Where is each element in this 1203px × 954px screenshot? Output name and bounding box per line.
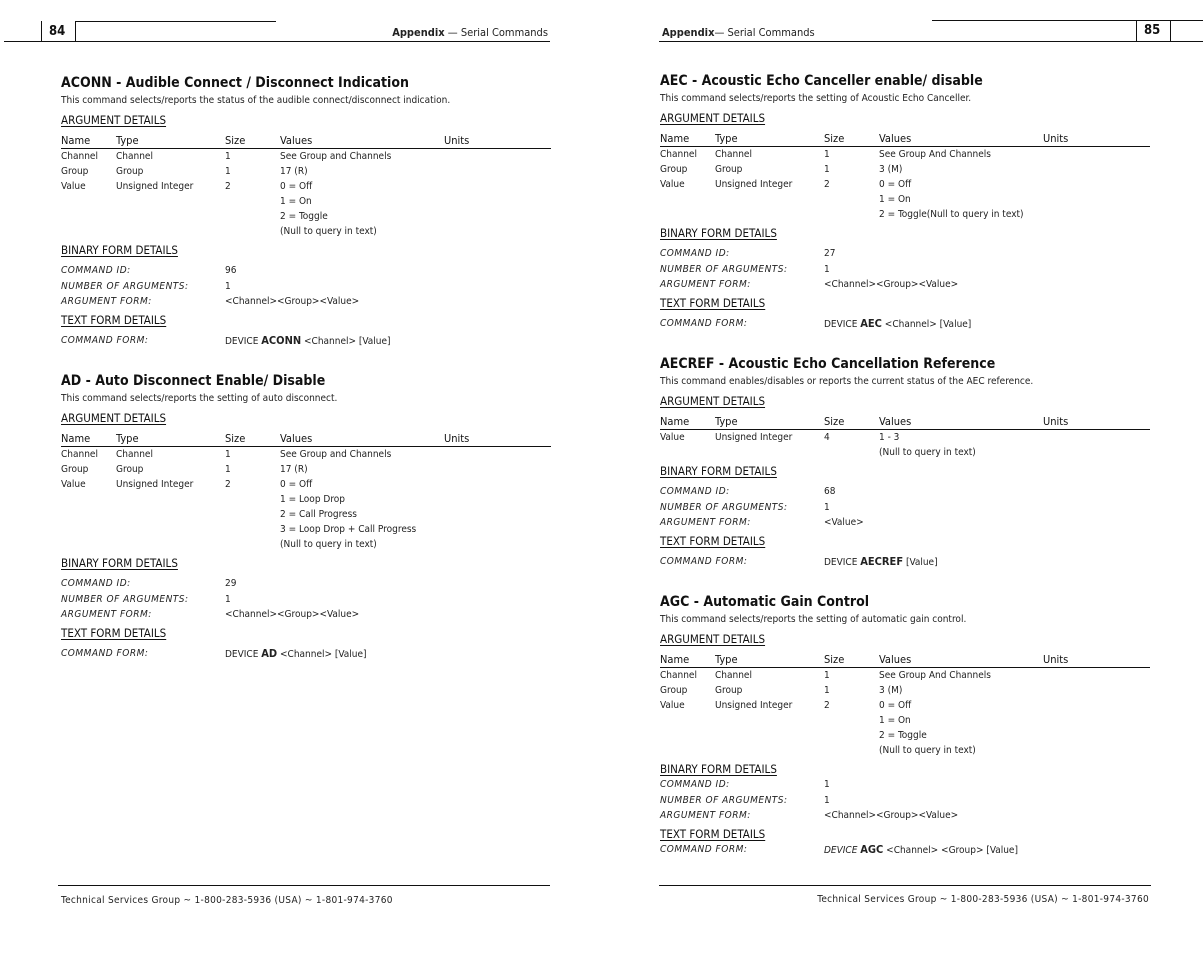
column-header-type: Type bbox=[116, 432, 139, 445]
section-title: AEC - Acoustic Echo Canceller enable/ disable bbox=[660, 73, 983, 89]
command-form-value bbox=[225, 646, 367, 662]
argument-table bbox=[61, 431, 551, 552]
binary-form-heading: BINARY FORM DETAILS bbox=[61, 243, 178, 257]
column-header-name: Name bbox=[61, 134, 91, 147]
table-cell: 0 = Off bbox=[280, 479, 313, 490]
table-cell: Unsigned Integer bbox=[715, 179, 793, 190]
table-cell: Group bbox=[61, 166, 89, 177]
right-header-rest: — Serial Commands bbox=[714, 26, 815, 39]
num-args-label: NUMBER OF ARGUMENTS: bbox=[660, 263, 788, 275]
table-cell: 1 = On bbox=[879, 194, 911, 205]
command-suffix: <Channel> [Value] bbox=[881, 318, 972, 330]
argument-table bbox=[660, 652, 1150, 758]
table-cell: 3 (M) bbox=[879, 164, 903, 175]
table-cell: Channel bbox=[660, 149, 697, 160]
command-id-value: 68 bbox=[824, 486, 836, 497]
section-description: This command selects/reports the setting of Acoustic Echo Canceller. bbox=[660, 93, 972, 104]
table-cell: Channel bbox=[61, 151, 98, 162]
table-cell: Unsigned Integer bbox=[715, 700, 793, 711]
command-id-row bbox=[660, 484, 1150, 500]
table-cell: Group bbox=[660, 685, 688, 696]
argument-details-heading: ARGUMENT DETAILS bbox=[660, 394, 766, 408]
command-prefix: DEVICE bbox=[824, 318, 861, 330]
table-cell: 1 bbox=[824, 164, 830, 175]
right-header-bold: Appendix bbox=[662, 26, 715, 39]
section-agc bbox=[660, 593, 1150, 857]
column-header-size: Size bbox=[225, 432, 246, 445]
table-row bbox=[61, 179, 551, 194]
num-args-row bbox=[61, 279, 551, 295]
table-cell: Value bbox=[61, 479, 86, 490]
command-name: AGC bbox=[860, 842, 884, 856]
column-header-units: Units bbox=[1043, 132, 1069, 145]
table-cell: 1 = Loop Drop bbox=[280, 494, 346, 505]
table-cell: Channel bbox=[660, 670, 697, 681]
command-name: AECREF bbox=[860, 554, 904, 568]
table-cell: 3 (M) bbox=[879, 685, 903, 696]
binary-form-details bbox=[660, 484, 1150, 531]
arg-form-row bbox=[61, 294, 551, 310]
command-suffix: <Channel> <Group> [Value] bbox=[883, 844, 1018, 856]
table-header bbox=[660, 131, 1150, 147]
section-title: ACONN - Audible Connect / Disconnect Indication bbox=[61, 75, 409, 91]
binary-form-heading: BINARY FORM DETAILS bbox=[660, 226, 777, 240]
table-cell: 2 = Call Progress bbox=[280, 509, 357, 520]
table-cell: 17 (R) bbox=[280, 464, 308, 475]
table-header bbox=[61, 133, 551, 149]
column-header-values: Values bbox=[879, 132, 912, 145]
table-cell: 17 (R) bbox=[280, 166, 308, 177]
arg-form-row bbox=[660, 515, 1150, 531]
binary-form-heading: BINARY FORM DETAILS bbox=[660, 762, 777, 776]
column-header-name: Name bbox=[61, 432, 91, 445]
table-cell: (Null to query in text) bbox=[879, 447, 976, 458]
table-cell: Group bbox=[116, 166, 144, 177]
command-form-row bbox=[61, 333, 551, 349]
table-cell: Channel bbox=[61, 449, 98, 460]
table-row bbox=[660, 743, 1150, 758]
left-header-bold: Appendix bbox=[392, 26, 445, 39]
command-suffix: [Value] bbox=[903, 556, 938, 568]
table-row bbox=[61, 477, 551, 492]
section-ad bbox=[61, 372, 551, 661]
table-cell: 1 bbox=[225, 449, 231, 460]
table-row bbox=[61, 149, 551, 164]
table-row bbox=[660, 430, 1150, 445]
table-cell: 2 bbox=[225, 181, 231, 192]
section-description: This command enables/disables or reports the current status of the AEC reference. bbox=[660, 376, 1034, 387]
section-description: This command selects/reports the setting of auto disconnect. bbox=[61, 393, 338, 404]
left-header-top-rule bbox=[75, 21, 276, 22]
text-form-heading: TEXT FORM DETAILS bbox=[61, 312, 167, 327]
column-header-units: Units bbox=[1043, 415, 1069, 428]
column-header-size: Size bbox=[225, 134, 246, 147]
section-description: This command selects/reports the setting of automatic gain control. bbox=[660, 614, 967, 625]
table-row bbox=[660, 177, 1150, 192]
table-cell: Group bbox=[715, 685, 743, 696]
table-cell: Channel bbox=[715, 670, 752, 681]
command-prefix: DEVICE bbox=[225, 648, 262, 660]
num-args-value: 1 bbox=[824, 501, 830, 513]
command-id-label: COMMAND ID: bbox=[660, 486, 730, 497]
column-header-size: Size bbox=[824, 132, 845, 145]
command-form-value bbox=[824, 316, 971, 332]
num-args-value: 1 bbox=[824, 263, 830, 275]
right-header-top-rule bbox=[932, 20, 1203, 21]
table-row bbox=[61, 462, 551, 477]
table-cell: Channel bbox=[116, 449, 153, 460]
right-footer: Technical Services Group ~ 1-800-283-5936 (USA) ~ 1-801-974-3760 bbox=[817, 894, 1149, 905]
num-args-label: NUMBER OF ARGUMENTS: bbox=[660, 794, 788, 806]
command-id-value: 27 bbox=[824, 248, 836, 259]
command-id-label: COMMAND ID: bbox=[61, 265, 131, 276]
column-header-type: Type bbox=[715, 653, 738, 666]
num-args-value: 1 bbox=[225, 280, 231, 292]
binary-form-details bbox=[61, 576, 551, 623]
binary-form-details bbox=[660, 777, 1150, 824]
command-id-row bbox=[660, 246, 1150, 262]
left-header-rule bbox=[4, 41, 550, 42]
column-header-size: Size bbox=[824, 415, 845, 428]
column-header-size: Size bbox=[824, 653, 845, 666]
command-form-value bbox=[225, 333, 391, 349]
arg-form-row bbox=[660, 277, 1150, 293]
section-description: This command selects/reports the status of the audible connect/disconnect indication. bbox=[61, 95, 451, 106]
right-running-header bbox=[662, 26, 815, 39]
table-row bbox=[61, 209, 551, 224]
argument-details-heading: ARGUMENT DETAILS bbox=[660, 111, 766, 125]
table-cell: Group bbox=[116, 464, 144, 475]
command-form-label: COMMAND FORM: bbox=[61, 334, 149, 346]
section-title: AGC - Automatic Gain Control bbox=[660, 594, 870, 610]
command-id-label: COMMAND ID: bbox=[660, 779, 730, 790]
column-header-units: Units bbox=[444, 432, 470, 445]
arg-form-row bbox=[61, 607, 551, 623]
table-cell: 2 bbox=[225, 479, 231, 490]
argument-table bbox=[61, 133, 551, 239]
command-form-row bbox=[61, 646, 551, 662]
left-pagenum-box-right bbox=[75, 21, 76, 41]
table-cell: Unsigned Integer bbox=[116, 181, 194, 192]
column-header-values: Values bbox=[280, 134, 313, 147]
table-row bbox=[660, 192, 1150, 207]
section-aec bbox=[660, 72, 1150, 331]
table-row bbox=[61, 224, 551, 239]
table-row bbox=[61, 492, 551, 507]
table-cell: Value bbox=[660, 700, 685, 711]
num-args-row bbox=[660, 262, 1150, 278]
table-row bbox=[61, 537, 551, 552]
binary-form-details bbox=[660, 246, 1150, 293]
num-args-label: NUMBER OF ARGUMENTS: bbox=[61, 280, 189, 292]
column-header-values: Values bbox=[879, 653, 912, 666]
table-cell: See Group And Channels bbox=[879, 149, 991, 160]
table-cell: 1 = On bbox=[879, 715, 911, 726]
column-header-type: Type bbox=[715, 132, 738, 145]
command-form-label: COMMAND FORM: bbox=[61, 647, 149, 659]
command-id-value: 96 bbox=[225, 265, 237, 276]
table-cell: 0 = Off bbox=[280, 181, 313, 192]
left-running-header bbox=[392, 26, 548, 39]
arg-form-value: <Value> bbox=[824, 517, 864, 528]
text-form-heading: TEXT FORM DETAILS bbox=[660, 295, 766, 310]
command-id-row bbox=[61, 263, 551, 279]
table-cell: (Null to query in text) bbox=[879, 745, 976, 756]
section-aecref bbox=[660, 355, 1150, 569]
table-cell: 1 = On bbox=[280, 196, 312, 207]
table-cell: Channel bbox=[715, 149, 752, 160]
right-footer-rule bbox=[659, 885, 1151, 886]
table-cell: Value bbox=[660, 432, 685, 443]
table-cell: See Group and Channels bbox=[280, 449, 392, 460]
table-cell: Value bbox=[61, 181, 86, 192]
table-header bbox=[660, 414, 1150, 430]
table-cell: 2 = Toggle bbox=[879, 730, 927, 741]
num-args-row bbox=[660, 500, 1150, 516]
binary-form-heading: BINARY FORM DETAILS bbox=[660, 464, 777, 478]
command-prefix: DEVICE bbox=[225, 335, 262, 347]
command-prefix: DEVICE bbox=[824, 844, 861, 856]
table-cell: 2 = Toggle(Null to query in text) bbox=[879, 209, 1024, 220]
binary-form-heading: BINARY FORM DETAILS bbox=[61, 556, 178, 570]
argument-table bbox=[660, 131, 1150, 222]
table-cell: 1 bbox=[824, 670, 830, 681]
table-cell: (Null to query in text) bbox=[280, 226, 377, 237]
column-header-type: Type bbox=[116, 134, 139, 147]
argument-table bbox=[660, 414, 1150, 460]
table-cell: 2 = Toggle bbox=[280, 211, 328, 222]
arg-form-row bbox=[660, 808, 1150, 824]
table-row bbox=[660, 698, 1150, 713]
command-form-row bbox=[660, 554, 1150, 570]
arg-form-value: <Channel><Group><Value> bbox=[824, 279, 959, 290]
table-header bbox=[61, 431, 551, 447]
table-row bbox=[61, 507, 551, 522]
table-row bbox=[660, 207, 1150, 222]
num-args-row bbox=[61, 592, 551, 608]
text-form-heading: TEXT FORM DETAILS bbox=[660, 826, 766, 841]
column-header-name: Name bbox=[660, 132, 690, 145]
column-header-name: Name bbox=[660, 415, 690, 428]
command-name: AD bbox=[261, 646, 278, 660]
table-cell: Group bbox=[660, 164, 688, 175]
table-cell: (Null to query in text) bbox=[280, 539, 377, 550]
table-header bbox=[660, 652, 1150, 668]
command-id-label: COMMAND ID: bbox=[660, 248, 730, 259]
text-form-heading: TEXT FORM DETAILS bbox=[61, 625, 167, 640]
table-cell: 1 bbox=[225, 166, 231, 177]
num-args-label: NUMBER OF ARGUMENTS: bbox=[660, 501, 788, 513]
column-header-type: Type bbox=[715, 415, 738, 428]
command-form-row bbox=[660, 842, 1150, 858]
table-row bbox=[61, 447, 551, 462]
column-header-units: Units bbox=[444, 134, 470, 147]
arg-form-label: ARGUMENT FORM: bbox=[660, 517, 751, 528]
table-cell: 1 bbox=[225, 151, 231, 162]
num-args-label: NUMBER OF ARGUMENTS: bbox=[61, 593, 189, 605]
right-pagenum-box-left bbox=[1136, 20, 1137, 41]
command-form-label: COMMAND FORM: bbox=[660, 843, 748, 855]
command-id-row bbox=[61, 576, 551, 592]
command-name: AEC bbox=[860, 316, 882, 330]
command-id-label: COMMAND ID: bbox=[61, 578, 131, 589]
right-page-number: 85 bbox=[1144, 23, 1161, 38]
table-cell: 1 bbox=[824, 685, 830, 696]
command-form-label: COMMAND FORM: bbox=[660, 317, 748, 329]
column-header-name: Name bbox=[660, 653, 690, 666]
table-row bbox=[61, 164, 551, 179]
arg-form-value: <Channel><Group><Value> bbox=[225, 609, 360, 620]
column-header-units: Units bbox=[1043, 653, 1069, 666]
table-row bbox=[660, 162, 1150, 177]
right-header-rule bbox=[659, 41, 1203, 42]
command-form-label: COMMAND FORM: bbox=[660, 555, 748, 567]
table-cell: 2 bbox=[824, 700, 830, 711]
arg-form-label: ARGUMENT FORM: bbox=[61, 609, 152, 620]
column-header-values: Values bbox=[879, 415, 912, 428]
table-row bbox=[61, 194, 551, 209]
command-id-row bbox=[660, 777, 1150, 793]
left-footer: Technical Services Group ~ 1-800-283-5936 (USA) ~ 1-801-974-3760 bbox=[61, 895, 393, 906]
command-form-row bbox=[660, 316, 1150, 332]
column-header-values: Values bbox=[280, 432, 313, 445]
command-id-value: 29 bbox=[225, 578, 237, 589]
table-cell: Group bbox=[715, 164, 743, 175]
table-cell: See Group and Channels bbox=[280, 151, 392, 162]
num-args-value: 1 bbox=[225, 593, 231, 605]
num-args-value: 1 bbox=[824, 794, 830, 806]
command-id-value: 1 bbox=[824, 779, 830, 790]
table-cell: See Group And Channels bbox=[879, 670, 991, 681]
left-footer-rule bbox=[58, 885, 550, 886]
table-cell: 1 bbox=[225, 464, 231, 475]
table-row bbox=[660, 445, 1150, 460]
num-args-row bbox=[660, 793, 1150, 809]
arg-form-label: ARGUMENT FORM: bbox=[660, 279, 751, 290]
left-page-number: 84 bbox=[49, 24, 66, 39]
table-row bbox=[660, 668, 1150, 683]
command-suffix: <Channel> [Value] bbox=[301, 335, 391, 347]
arg-form-value: <Channel><Group><Value> bbox=[824, 810, 959, 821]
section-title: AD - Auto Disconnect Enable/ Disable bbox=[61, 373, 326, 389]
arg-form-value: <Channel><Group><Value> bbox=[225, 296, 360, 307]
table-cell: 0 = Off bbox=[879, 179, 912, 190]
table-cell: 1 - 3 bbox=[879, 432, 900, 443]
arg-form-label: ARGUMENT FORM: bbox=[61, 296, 152, 307]
argument-details-heading: ARGUMENT DETAILS bbox=[61, 113, 167, 127]
section-title: AECREF - Acoustic Echo Cancellation Reference bbox=[660, 356, 996, 372]
table-cell: 0 = Off bbox=[879, 700, 912, 711]
command-form-value bbox=[824, 842, 1018, 858]
table-cell: 2 bbox=[824, 179, 830, 190]
left-header-rest: — Serial Commands bbox=[444, 26, 548, 39]
argument-details-heading: ARGUMENT DETAILS bbox=[61, 411, 167, 425]
table-cell: Value bbox=[660, 179, 685, 190]
table-row bbox=[660, 713, 1150, 728]
table-cell: 3 = Loop Drop + Call Progress bbox=[280, 524, 417, 535]
table-row bbox=[660, 683, 1150, 698]
command-name: ACONN bbox=[261, 333, 302, 347]
table-cell: Channel bbox=[116, 151, 153, 162]
binary-form-details bbox=[61, 263, 551, 310]
table-row bbox=[660, 147, 1150, 162]
left-pagenum-box-left bbox=[41, 21, 42, 41]
table-cell: Group bbox=[61, 464, 89, 475]
arg-form-label: ARGUMENT FORM: bbox=[660, 810, 751, 821]
command-suffix: <Channel> [Value] bbox=[277, 648, 367, 660]
argument-details-heading: ARGUMENT DETAILS bbox=[660, 632, 766, 646]
command-form-value bbox=[824, 554, 938, 570]
table-cell: 1 bbox=[824, 149, 830, 160]
table-cell: Unsigned Integer bbox=[116, 479, 194, 490]
section-aconn bbox=[61, 74, 551, 348]
table-cell: Unsigned Integer bbox=[715, 432, 793, 443]
right-pagenum-box-right bbox=[1170, 20, 1171, 41]
text-form-heading: TEXT FORM DETAILS bbox=[660, 533, 766, 548]
table-cell: 4 bbox=[824, 432, 830, 443]
table-row bbox=[660, 728, 1150, 743]
command-prefix: DEVICE bbox=[824, 556, 861, 568]
table-row bbox=[61, 522, 551, 537]
